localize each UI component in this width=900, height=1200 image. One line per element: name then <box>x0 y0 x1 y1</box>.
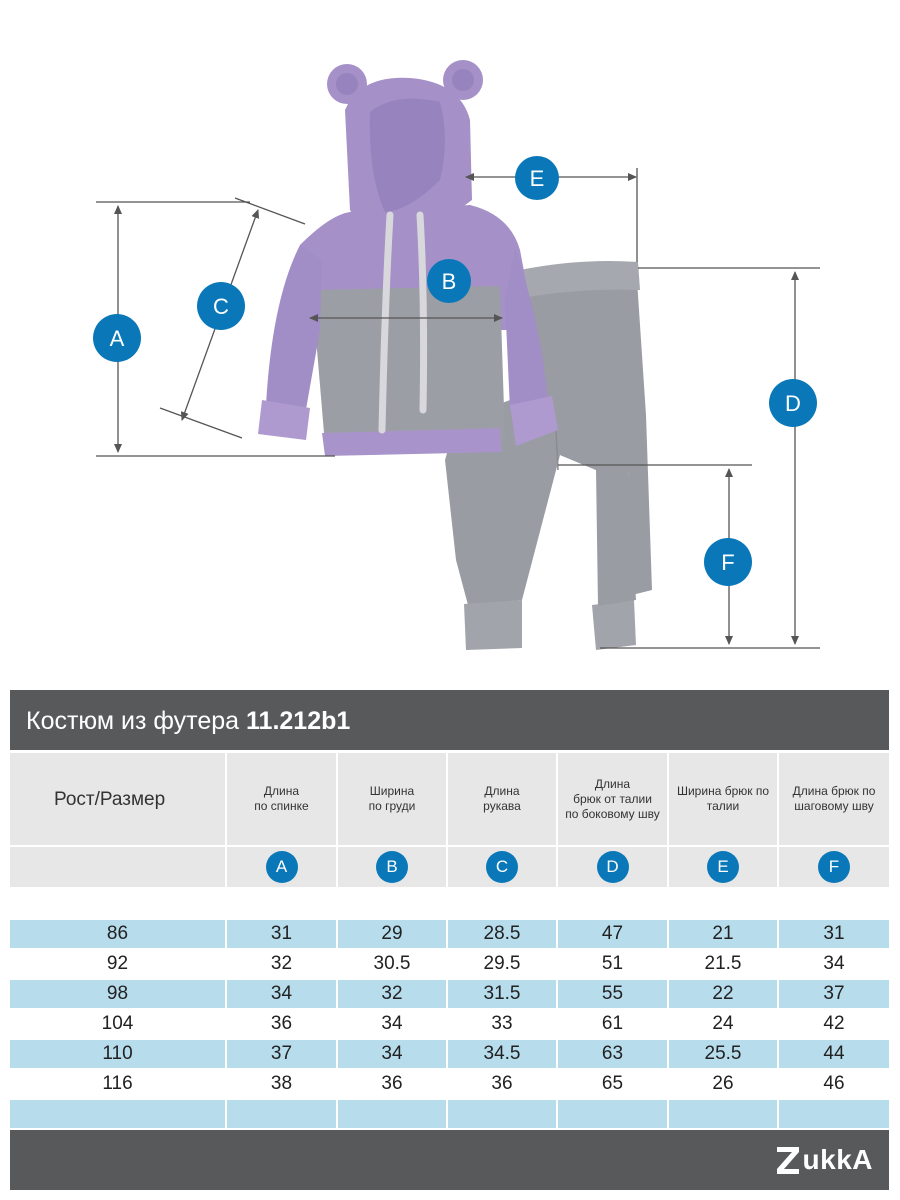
measurement-column-header: Длина брюк по шаговому шву <box>779 753 889 845</box>
measurement-column-header: Ширина брюк по талии <box>669 753 777 845</box>
size-cell: 98 <box>10 980 225 1008</box>
empty-row-cell <box>669 1100 777 1128</box>
table-cell: 51 <box>601 953 624 974</box>
badge-b <box>427 259 471 303</box>
table-cell: 42 <box>823 1013 845 1034</box>
table-cell: 21.5 <box>704 953 742 974</box>
table-cell: 46 <box>823 1073 845 1094</box>
table-cell: 63 <box>558 1040 667 1068</box>
table-cell: 21 <box>669 920 777 948</box>
size-column-header: Рост/Размер <box>10 753 225 845</box>
table-cell: 28.5 <box>448 920 556 948</box>
size-chart-table <box>10 690 889 1190</box>
badge-e-label: E <box>529 166 545 191</box>
measurement-letter-cell <box>779 847 889 887</box>
footer-bar <box>10 1130 889 1190</box>
table-cell: 65 <box>601 1073 624 1094</box>
measurement-letter-cell <box>338 847 446 887</box>
empty-row-cell <box>338 1100 446 1128</box>
empty-row-cell <box>448 1100 556 1128</box>
table-cell: 34.5 <box>448 1040 556 1068</box>
empty-row-cell <box>558 1100 667 1128</box>
brand-logo <box>774 1142 873 1178</box>
measurement-column-header: Ширина по груди <box>338 753 446 845</box>
table-cell: 31 <box>227 920 336 948</box>
letter-row-spacer <box>10 847 225 887</box>
hoodie-illustration <box>258 60 558 456</box>
empty-row-cell <box>779 1100 889 1128</box>
table-cell: 34 <box>823 953 845 974</box>
table-cell: 31 <box>779 920 889 948</box>
measurement-letter-cell <box>227 847 336 887</box>
badge-f-label: F <box>721 550 735 575</box>
brand-logo-mark-icon <box>774 1143 802 1177</box>
badge-c-label: C <box>213 294 229 319</box>
measurement-letter-cell <box>669 847 777 887</box>
table-cell: 29.5 <box>483 953 521 974</box>
letter-a-badge: A <box>266 851 298 883</box>
letter-d-badge: D <box>597 851 629 883</box>
measurement-column-header: Длина по спинке <box>227 753 336 845</box>
table-cell: 24 <box>712 1013 734 1034</box>
table-cell: 30.5 <box>373 953 411 974</box>
table-cell: 34 <box>338 1040 446 1068</box>
table-cell: 32 <box>338 980 446 1008</box>
table-cell: 29 <box>338 920 446 948</box>
table-cell: 32 <box>270 953 293 974</box>
table-cell: 25.5 <box>669 1040 777 1068</box>
empty-row-cell <box>10 1100 225 1128</box>
size-cell: 110 <box>10 1040 225 1068</box>
measurement-column-header: Длина брюк от талии по боковому шву <box>558 753 667 845</box>
badge-e <box>515 156 559 200</box>
badge-d <box>769 379 817 427</box>
table-cell: 33 <box>491 1013 513 1034</box>
table-cell: 34 <box>227 980 336 1008</box>
table-cell: 44 <box>779 1040 889 1068</box>
table-cell: 38 <box>270 1073 293 1094</box>
letter-e-badge: E <box>707 851 739 883</box>
size-cell: 116 <box>102 1073 133 1094</box>
badge-b-label: B <box>441 269 457 294</box>
empty-row-cell <box>227 1100 336 1128</box>
size-cell: 92 <box>106 953 129 974</box>
table-cell: 36 <box>491 1073 513 1094</box>
size-cell: 104 <box>101 1013 134 1034</box>
table-title <box>10 690 889 750</box>
badge-a <box>93 314 141 362</box>
letter-f-badge: F <box>818 851 850 883</box>
table-cell: 37 <box>779 980 889 1008</box>
measurement-column-header: Длина рукава <box>448 753 556 845</box>
table-cell: 61 <box>601 1013 624 1034</box>
table-title-prefix: Костюм из футера <box>26 707 240 735</box>
badge-a-label: A <box>109 326 125 351</box>
size-cell: 86 <box>10 920 225 948</box>
measurement-letter-cell <box>448 847 556 887</box>
brand-logo-text: ukkA <box>802 1144 873 1175</box>
badge-d-label: D <box>785 391 801 416</box>
measurement-letter-cell <box>558 847 667 887</box>
badge-c <box>197 282 245 330</box>
letter-b-badge: B <box>376 851 408 883</box>
table-cell: 37 <box>227 1040 336 1068</box>
letter-c-badge: C <box>486 851 518 883</box>
table-title-code: 11.212b1 <box>246 707 351 735</box>
table-cell: 36 <box>381 1073 403 1094</box>
table-cell: 22 <box>669 980 777 1008</box>
table-cell: 34 <box>381 1013 403 1034</box>
table-cell: 36 <box>270 1013 293 1034</box>
table-cell: 55 <box>558 980 667 1008</box>
table-cell: 47 <box>558 920 667 948</box>
badge-f <box>704 538 752 586</box>
table-cell: 31.5 <box>448 980 556 1008</box>
table-cell: 26 <box>712 1073 734 1094</box>
